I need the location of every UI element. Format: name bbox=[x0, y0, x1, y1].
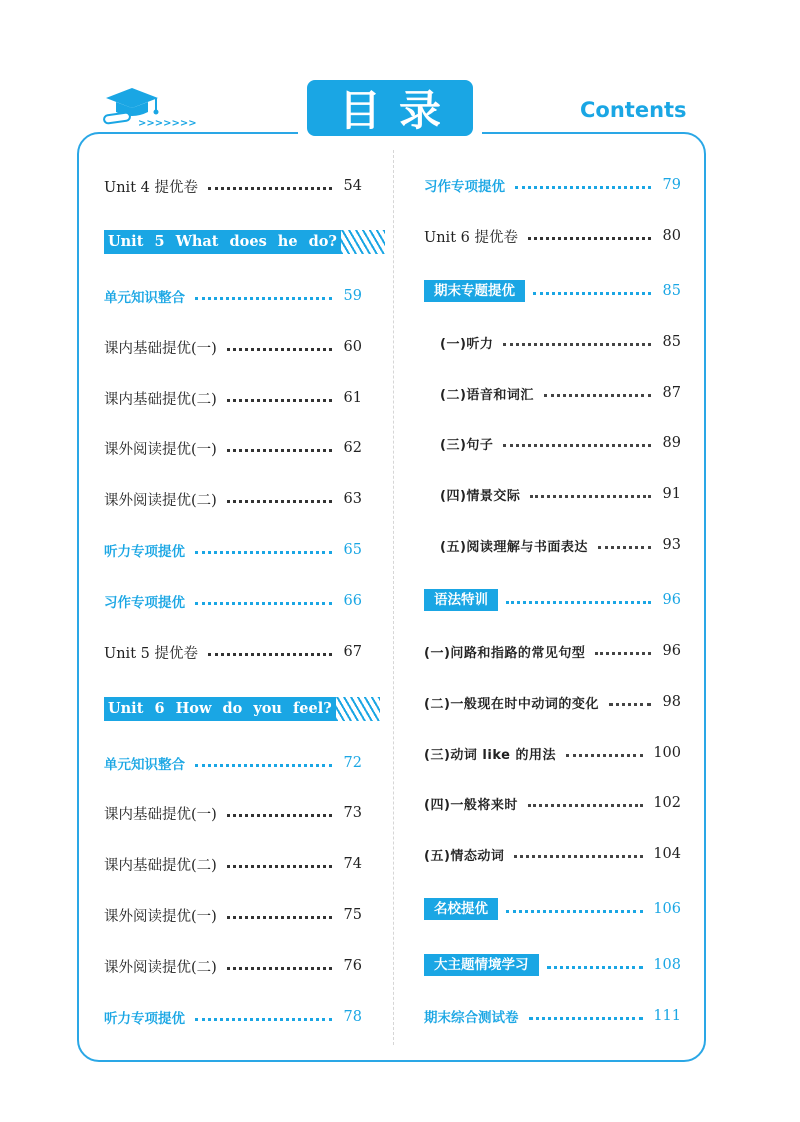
page-title: 目录 bbox=[307, 80, 473, 136]
unit-5-banner: Unit 5 What does he do? bbox=[104, 230, 385, 254]
page-subtitle: Contents bbox=[580, 98, 687, 122]
toc-entry[interactable]: 课内基础提优(二) 61 bbox=[104, 390, 362, 408]
toc-entry[interactable]: 课内基础提优(一) 60 bbox=[104, 339, 362, 357]
toc-entry[interactable]: 习作专项提优 79 bbox=[424, 177, 681, 195]
toc-entry[interactable]: Unit 5 提优卷 67 bbox=[104, 644, 362, 662]
toc-section-famous-school[interactable]: 名校提优 106 bbox=[424, 897, 681, 921]
toc-entry[interactable]: 听力专项提优 78 bbox=[104, 1009, 362, 1027]
toc-entry[interactable]: 期末综合测试卷 111 bbox=[424, 1008, 681, 1026]
toc-entry[interactable]: (三)句子 89 bbox=[440, 435, 681, 453]
toc-entry[interactable]: 课内基础提优(二) 74 bbox=[104, 856, 362, 874]
toc-entry[interactable]: (二)一般现在时中动词的变化 98 bbox=[424, 694, 681, 712]
toc-entry[interactable]: (四)一般将来时 102 bbox=[424, 795, 681, 813]
leader-dots bbox=[208, 187, 332, 190]
toc-entry[interactable]: (四)情景交际 91 bbox=[440, 486, 681, 504]
toc-entry[interactable]: 课外阅读提优(一) 62 bbox=[104, 440, 362, 458]
toc-entry[interactable]: (五)情态动词 104 bbox=[424, 846, 681, 864]
toc-entry[interactable]: (二)语音和词汇 87 bbox=[440, 385, 681, 403]
toc-entry[interactable]: Unit 6 提优卷 80 bbox=[424, 228, 681, 246]
toc-section-final[interactable]: 期末专题提优 85 bbox=[424, 279, 681, 303]
unit-6-banner: Unit 6 How do you feel? bbox=[104, 697, 380, 721]
banner-stripes bbox=[336, 697, 380, 721]
toc-entry[interactable]: 课内基础提优(一) 73 bbox=[104, 805, 362, 823]
banner-stripes bbox=[341, 230, 385, 254]
column-divider bbox=[393, 150, 394, 1045]
svg-text:>>>>>>>: >>>>>>> bbox=[138, 118, 197, 129]
toc-entry[interactable]: (一)问路和指路的常见句型 96 bbox=[424, 643, 681, 661]
toc-entry[interactable]: 课外阅读提优(二) 63 bbox=[104, 491, 362, 509]
toc-entry[interactable]: 课外阅读提优(二) 76 bbox=[104, 958, 362, 976]
graduation-cap-icon bbox=[98, 84, 197, 132]
toc-entry[interactable]: (一)听力 85 bbox=[440, 334, 681, 352]
toc-entry[interactable]: Unit 4 提优卷 54 bbox=[104, 178, 362, 196]
toc-entry[interactable]: 单元知识整合 72 bbox=[104, 755, 362, 773]
toc-entry[interactable]: (五)阅读理解与书面表达 93 bbox=[440, 537, 681, 555]
toc-entry[interactable]: 听力专项提优 65 bbox=[104, 542, 362, 560]
toc-entry[interactable]: 单元知识整合 59 bbox=[104, 288, 362, 306]
toc-entry[interactable]: 习作专项提优 66 bbox=[104, 593, 362, 611]
toc-entry[interactable]: 课外阅读提优(一) 75 bbox=[104, 907, 362, 925]
toc-section-big-theme[interactable]: 大主题情境学习 108 bbox=[424, 953, 681, 977]
toc-entry[interactable]: (三)动词 like 的用法 100 bbox=[424, 745, 681, 763]
toc-section-grammar[interactable]: 语法特训 96 bbox=[424, 588, 681, 612]
